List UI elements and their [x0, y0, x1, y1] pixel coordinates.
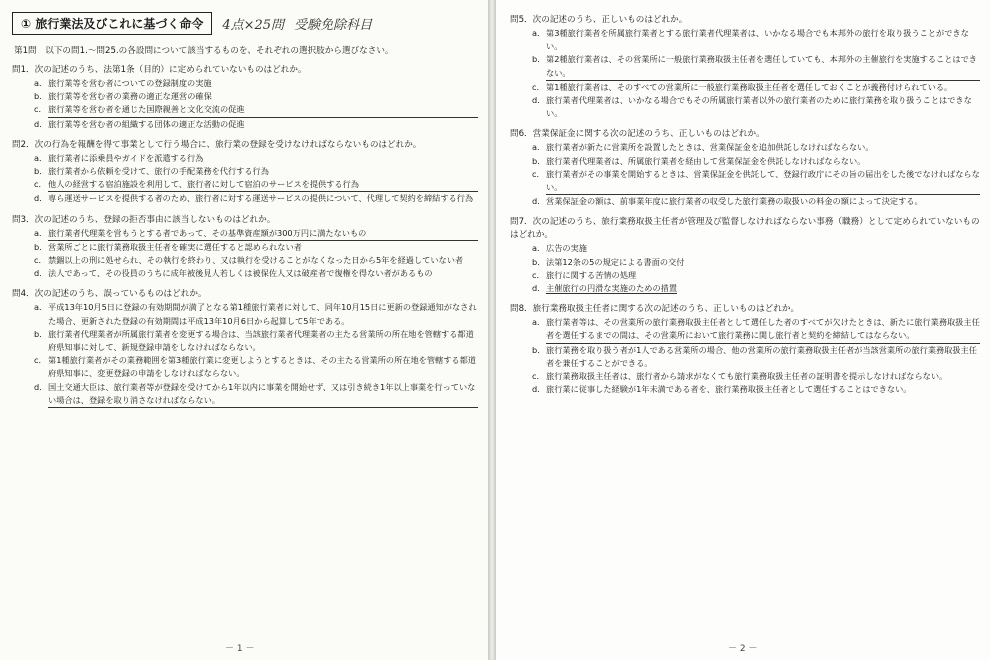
option-text: 旅行に関する苦情の処理	[546, 269, 637, 280]
option-label: c．	[34, 104, 47, 115]
option-label: d．	[34, 268, 48, 279]
option-text-underlined: 他人の経営する宿泊施設を利用して、旅行者に対して宿泊のサービスを提供する行為	[48, 178, 478, 192]
question-text: 問1．次の記述のうち、法第1条（目的）に定められていないものはどれか。	[12, 65, 307, 75]
option-text: 旅行業等を営む者の業務の適正な運営の確保	[48, 91, 212, 102]
option-label: c．	[532, 168, 545, 179]
question-text: 問2．次の行為を報酬を得て事業として行う場合に、旅行業の登録を受けなければならないものはどれか。	[12, 139, 422, 150]
binding-gutter	[488, 0, 496, 660]
option-text-underlined: 旅行業者がその事業を開始するときは、営業保証金を供託して、登録行政庁にその旨の届出をした後でなければならない。	[546, 168, 980, 195]
option-label: d．	[532, 196, 546, 207]
option-a	[532, 316, 980, 343]
option-label: d．	[34, 381, 48, 392]
option-label: c．	[532, 269, 545, 280]
option-d	[34, 381, 478, 408]
option-text-underlined: 旅行業等を営む者を通じた国際親善と文化交流の促進	[48, 103, 478, 117]
option-c	[34, 354, 478, 380]
option-text: 旅行業等を営む者の組織する団体の適正な活動の促進	[48, 118, 245, 129]
question-5	[510, 14, 980, 120]
option-label: b．	[532, 344, 546, 355]
question-1	[12, 64, 478, 131]
option-b	[532, 155, 980, 168]
option-text: 第3種旅行業者を所属旅行業者とする旅行業者代理業者は、いかなる場合でも本邦外の旅行を取り扱うことができない。	[546, 28, 969, 52]
question-7	[510, 216, 980, 295]
option-label: a．	[34, 152, 48, 163]
option-b	[532, 344, 980, 370]
option-label: a．	[34, 78, 48, 88]
option-label: b．	[532, 54, 546, 65]
option-c	[532, 81, 980, 94]
question-text: 問4．次の記述のうち、誤っているものはどれか。	[12, 289, 207, 300]
option-text-underlined: 主催旅行の円滑な実施のための措置	[546, 283, 678, 294]
option-text: 第1種旅行業者がその業務範囲を第3種旅行業に変更しようとするときは、その主たる営業所の所在地を管轄する都道府県知事に、変更登録の申請をしなければならない。	[48, 355, 476, 379]
option-text: 第1種旅行業者は、そのすべての営業所に一般旅行業務取扱主任者を選任しておくことが義務付けられている。	[546, 81, 953, 92]
option-label: b．	[34, 166, 48, 177]
option-label: b．	[532, 256, 546, 267]
option-label: d．	[532, 384, 546, 395]
option-a	[34, 77, 478, 90]
question-2	[12, 139, 478, 206]
option-label: a．	[34, 227, 48, 238]
option-label: a．	[532, 243, 546, 254]
option-d	[532, 94, 980, 120]
page-number: － 2 －	[728, 644, 758, 654]
option-text: 旅行業者から依頼を受けて、旅行の手配業務を代行する行為	[48, 166, 269, 177]
option-b	[532, 53, 980, 80]
question-text: 問5．次の記述のうち、正しいものはどれか。	[510, 15, 688, 25]
option-text: 法人であって、その役員のうちに成年被後見人若しくは被保佐人又は破産者で復権を得ない者があるもの	[48, 268, 433, 279]
option-text: 旅行業者に添乗員やガイドを派遣する行為	[48, 152, 204, 163]
option-label: a．	[34, 302, 48, 313]
option-a	[34, 227, 478, 241]
option-text: 旅行業等を営む者についての登録制度の実施	[48, 78, 212, 88]
question-6	[510, 128, 980, 208]
title-row	[12, 8, 478, 38]
question-8	[510, 303, 980, 396]
option-text: 旅行業者が新たに営業所を設置したときは、営業保証金を追加供託しなければならない。	[546, 142, 874, 153]
page-number: － 1 －	[225, 644, 255, 654]
question-text: 問3．次の記述のうち、登録の拒否事由に該当しないものはどれか。	[12, 214, 276, 225]
option-text: 営業保証金の額は、前事業年度に旅行業者の収受した旅行業務の取扱いの料金の額によって決定する。	[546, 196, 923, 207]
option-label: d．	[34, 193, 48, 204]
option-a	[34, 301, 478, 327]
option-a	[532, 242, 980, 255]
option-d	[34, 267, 478, 280]
option-text: 広告の実施	[546, 243, 587, 254]
option-label: c．	[532, 81, 545, 92]
option-text: 専ら運送サービスを提供する者のため、旅行者に対する運送サービスの提供について、代理して契約を締結する行為	[48, 193, 474, 204]
option-text: 禁錮以上の刑に処せられ、その執行を終わり、又は執行を受けることがなくなった日から5年を経過していない者	[48, 255, 464, 266]
option-d	[34, 192, 478, 205]
option-a	[532, 141, 980, 154]
option-d	[532, 195, 980, 208]
option-label: a．	[532, 317, 546, 328]
option-b	[532, 256, 980, 269]
option-label: b．	[34, 91, 48, 102]
option-label: b．	[34, 241, 48, 252]
option-c	[532, 370, 980, 383]
option-b	[34, 241, 478, 254]
option-a	[34, 152, 478, 165]
option-d	[532, 383, 980, 396]
option-c	[34, 254, 478, 267]
option-d	[34, 118, 478, 131]
question-text: 問6．営業保証金に関する次の記述のうち、正しいものはどれか。	[510, 129, 765, 140]
option-c	[532, 269, 980, 282]
question-text: 問7．次の記述のうち、旅行業務取扱主任者が管理及び監督しなければならない事務（職務）として定められていないものはどれか。	[510, 217, 980, 241]
option-c	[34, 178, 478, 192]
option-label: c．	[34, 179, 47, 190]
option-label: a．	[532, 28, 546, 38]
question-text: 問8．旅行業務取扱主任者に関する次の記述のうち、正しいものはどれか。	[510, 304, 800, 315]
option-text: 法第12条の5の規定による書面の交付	[546, 256, 685, 267]
option-text: 旅行業務を取り扱う者が1人である営業所の場合、他の営業所の旅行業務取扱主任者が当該営業所の旅行業務取扱主任者を兼任することができる。	[546, 344, 977, 368]
option-text-underlined: 旅行業者等は、その営業所の旅行業務取扱主任者として選任した者のすべてが欠けたときは、新たに旅行業務取扱主任者を選任するまでの間は、その営業所において旅行業務に関し旅行者と契約を締結してはならない。	[546, 316, 980, 343]
option-text-underlined: 国土交通大臣は、旅行業者等が登録を受けてから1年以内に事業を開始せず、又は引き続き1年以上事業を行っていない場合は、登録を取り消さなければならない。	[48, 381, 478, 408]
option-label: a．	[532, 142, 546, 153]
option-label: d．	[532, 283, 546, 294]
question-3	[12, 214, 478, 281]
option-label: d．	[532, 95, 546, 106]
option-text: 旅行業者代理業者は、いかなる場合でもその所属旅行業者以外の旅行業者のために旅行業務を取り扱うことはできない。	[546, 95, 972, 119]
page-1	[0, 0, 488, 660]
option-label: b．	[34, 328, 48, 339]
option-text: 営業所ごとに旅行業務取扱主任者を確実に選任すると認められない者	[48, 241, 302, 252]
option-text: 旅行業者代理業者は、所属旅行業者を経由して営業保証金を供託しなければならない。	[546, 155, 866, 166]
option-b	[34, 328, 478, 354]
option-label: c．	[532, 371, 545, 382]
page-2	[496, 0, 990, 660]
section-title: ① 旅行業法及びこれに基づく命令	[12, 12, 212, 35]
option-b	[34, 90, 478, 103]
handwritten-exemption-note: 受験免除科目	[294, 17, 373, 33]
question-4	[12, 288, 478, 408]
option-label: b．	[532, 155, 546, 166]
option-label: c．	[34, 255, 47, 266]
option-text-underlined: 第2種旅行業者は、その営業所に一般旅行業務取扱主任者を選任していても、本邦外の主催旅行を実施することはできない。	[546, 53, 980, 80]
option-text: 旅行業者代理業者が所属旅行業者を変更する場合は、当該旅行業者代理業者の主たる営業所の所在地を管轄する都道府県知事に対して、新規登録申請をしなければならない。	[48, 328, 474, 353]
option-label: d．	[34, 118, 48, 129]
option-d	[532, 282, 980, 295]
option-c	[532, 168, 980, 195]
handwritten-score-note: 4点×25問	[222, 17, 285, 33]
option-c	[34, 103, 478, 117]
option-a	[532, 27, 980, 53]
option-b	[34, 165, 478, 178]
option-text: 旅行業務取扱主任者は、旅行者から請求がなくても旅行業務取扱主任者の証明書を提示しなければならない。	[546, 371, 948, 382]
option-text: 旅行業に従事した経験が1年未満である者を、旅行業務取扱主任者として選任することはできない。	[546, 384, 912, 395]
option-text: 平成13年10月5日に登録の有効期間が満了となる第1種旅行業者に対して、同年10月15日に更新の登録通知がなされた場合、更新された登録の有効期間は平成13年10月6日から起算して5年である。	[48, 302, 477, 326]
option-text-underlined: 旅行業者代理業を営もうとする者であって、その基準資産額が300万円に満たないもの	[48, 227, 478, 241]
instructions: 第1問 以下の問1.～問25.の各設問について該当するものを、それぞれの選択肢から選びなさい。	[14, 46, 394, 56]
option-label: c．	[34, 355, 47, 366]
